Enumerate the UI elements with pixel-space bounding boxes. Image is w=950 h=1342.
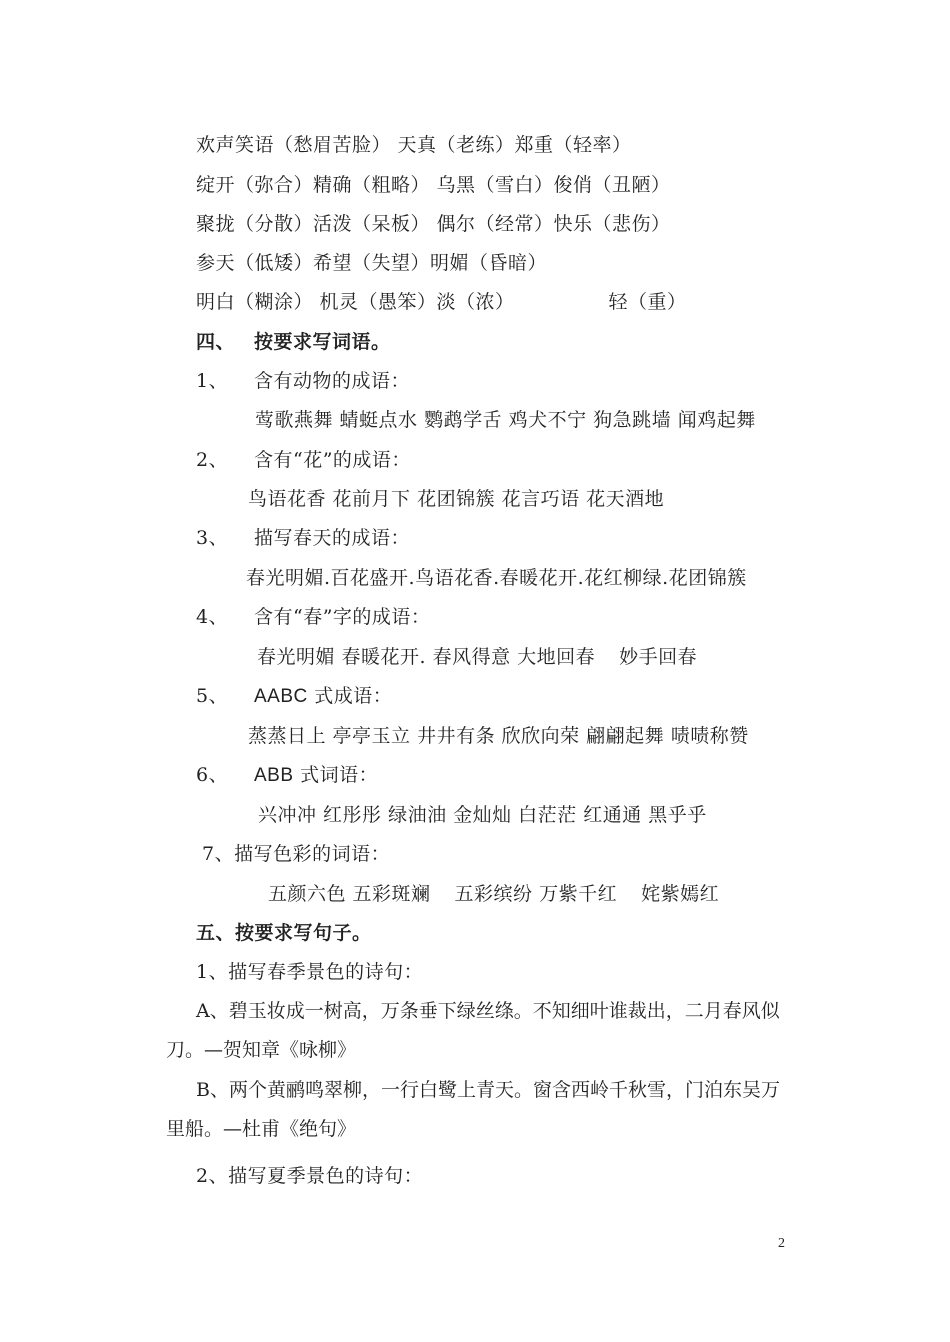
antonym-line <box>196 289 790 315</box>
item-content: 春光明媚.百花盛开.鸟语花香.春暖花开.花红柳绿.花团锦簇 <box>246 567 747 589</box>
item-label: 1、 含有动物的成语： <box>196 370 411 392</box>
poem-paragraph: A、碧玉妆成一树高，万条垂下绿丝绦。不知细叶谁裁出，二月春风似刀。—贺知章《咏柳》 <box>166 1000 780 1061</box>
item-content: 兴冲冲 红彤彤 绿油油 金灿灿 白茫茫 红通通 黑乎乎 <box>258 804 707 826</box>
antonym-text: 轻（重） <box>608 291 687 313</box>
poem-paragraph: B、两个黄鹂鸣翠柳，一行白鹭上青天。窗含西岭千秋雪，门泊东吴万里船。—杜甫《绝句》 <box>166 1079 780 1140</box>
subheading: 2、描写夏季景色的诗句： <box>196 1165 424 1187</box>
item-content: 莺歌燕舞 蜻蜓点水 鹦鹉学舌 鸡犬不宁 狗急跳墙 闻鸡起舞 <box>255 409 756 431</box>
item-number: 4、 <box>196 606 229 628</box>
section-heading <box>196 329 790 355</box>
item-label: 7、描写色彩的词语： <box>202 843 391 865</box>
item-number: 1、 <box>196 370 229 392</box>
antonym-line: 欢声笑语（愁眉苦脸） 天真（老练）郑重（轻率） <box>196 134 632 156</box>
antonym-line: 聚拢（分散）活泼（呆板） 偶尔（经常）快乐（悲伤） <box>196 213 671 235</box>
item-content: 蒸蒸日上 亭亭玉立 井井有条 欣欣向荣 翩翩起舞 啧啧称赞 <box>248 725 749 747</box>
item-number: 5、 <box>196 685 229 707</box>
antonym-text: 明白（糊涂） 机灵（愚笨）淡（浓） <box>196 291 515 313</box>
section-title: 按要求写词语。 <box>254 331 391 353</box>
item-label: 5、 AABC 式成语： <box>196 685 393 707</box>
section-heading: 五、按要求写句子。 <box>196 922 372 944</box>
antonym-line: 参天（低矮）希望（失望）明媚（昏暗） <box>196 252 548 274</box>
item-content: 春光明媚 春暖花开. 春风得意 大地回春 妙手回春 <box>257 646 698 668</box>
antonym-line: 绽开（弥合）精确（粗略） 乌黑（雪白）俊俏（丑陋） <box>196 174 671 196</box>
item-number: 3、 <box>196 527 229 549</box>
item-number: 2、 <box>196 449 229 471</box>
item-label: 2、 含有“花”的成语： <box>196 449 411 471</box>
item-number: 6、 <box>196 764 229 786</box>
item-label: 3、 描写春天的成语： <box>196 527 411 549</box>
page-number: 2 <box>778 1236 785 1251</box>
item-label: 6、 ABB 式词语： <box>196 764 379 786</box>
item-content: 鸟语花香 花前月下 花团锦簇 花言巧语 花天酒地 <box>248 488 665 510</box>
subheading: 1、描写春季景色的诗句： <box>196 961 424 983</box>
item-label: 4、 含有“春”字的成语： <box>196 606 431 628</box>
section-number: 四、 <box>196 331 236 353</box>
item-content: 五颜六色 五彩斑斓 五彩缤纷 万紫千红 姹紫嫣红 <box>268 883 720 905</box>
